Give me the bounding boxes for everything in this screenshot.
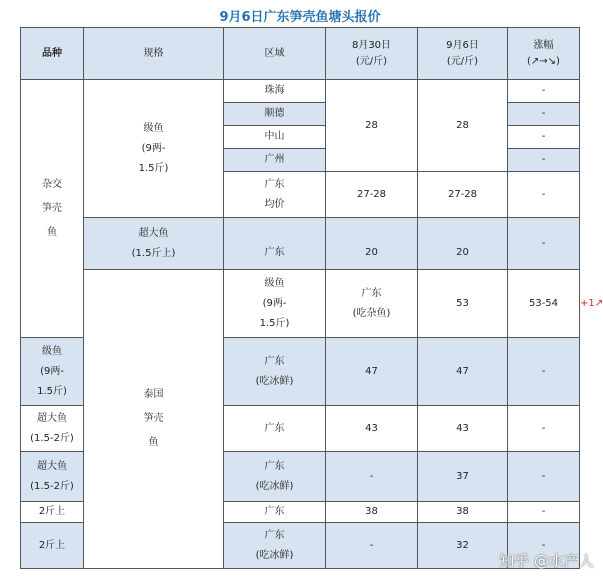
- price-aug30: 53: [418, 270, 508, 338]
- price-aug30: 43: [326, 406, 418, 452]
- region-line: 广东: [264, 355, 285, 367]
- spec-line: (9两-: [141, 142, 166, 154]
- header-spec: 规格: [84, 28, 224, 80]
- variety-hybrid-line: 杂交: [42, 178, 62, 190]
- region-line: (吃冰鲜): [255, 480, 294, 492]
- spec-cell: [224, 270, 326, 338]
- price-aug30: 28: [326, 80, 418, 172]
- region-line: 广东: [264, 529, 285, 541]
- price-table: [20, 27, 603, 569]
- variety-hybrid-line: 笋壳: [42, 202, 62, 214]
- spec-cell: [21, 406, 84, 452]
- change-cell: -: [508, 149, 580, 172]
- price-sep6: 47: [418, 338, 508, 406]
- header-change-sub: (↗→↘): [527, 55, 560, 67]
- price-aug30: 27-28: [326, 172, 418, 218]
- watermark: 知乎 @水产人: [499, 552, 594, 570]
- header-date1: [326, 28, 418, 80]
- spec-line: (1.5-2斤): [30, 480, 74, 492]
- spec-line: (9两-: [262, 297, 287, 309]
- variety-hybrid-line: 鱼: [47, 226, 57, 238]
- table-row: [21, 80, 580, 103]
- change-cell: -: [508, 502, 580, 523]
- table-row: 泰国 笋壳 鱼 级鱼 (9两- 1.5斤) 广东 (吃杂鱼) 53 53-54 +1↗: [21, 270, 580, 338]
- header-date1-unit: (元/斤): [355, 55, 388, 67]
- change-cell: -: [508, 103, 580, 126]
- change-cell: -: [508, 338, 580, 406]
- table-row: [21, 218, 580, 270]
- region-cell: 顺德: [224, 103, 326, 126]
- price-sep6: 20: [418, 218, 508, 270]
- variety-thai-line: 鱼: [148, 437, 159, 448]
- region-cell: 广东: [224, 406, 326, 452]
- variety-thai-line: 笋壳: [143, 413, 164, 424]
- price-sep6: 43: [418, 406, 508, 452]
- variety-thai-line: 泰国: [143, 389, 164, 400]
- header-change-label: 涨幅: [533, 39, 554, 51]
- spec-line: 1.5斤): [259, 317, 290, 329]
- price-aug30: -: [326, 523, 418, 569]
- spec-line: (1.5-2斤): [30, 432, 74, 444]
- spec-line: 级鱼: [42, 345, 62, 357]
- region-cell: 广州: [224, 149, 326, 172]
- spec-line: 级鱼: [264, 277, 285, 289]
- change-cell: -: [508, 406, 580, 452]
- price-aug30: -: [326, 452, 418, 502]
- change-cell: -: [508, 452, 580, 502]
- header-date2-label: 9月6日: [446, 39, 479, 51]
- spec-cell: 2斤上: [21, 502, 84, 523]
- price-sep6: 32: [418, 523, 508, 569]
- spec-line: 超大鱼: [138, 227, 169, 239]
- region-cell: 珠海: [224, 80, 326, 103]
- change-cell: -: [508, 126, 580, 149]
- page-title: 9月6日广东笋壳鱼塘头报价: [219, 10, 381, 25]
- spec-line: 超大鱼: [37, 460, 67, 472]
- change-cell: -: [508, 523, 580, 569]
- region-line: (吃杂鱼): [352, 307, 391, 319]
- variety-hybrid: [21, 80, 84, 338]
- header-change: [508, 28, 580, 80]
- price-sep6: 27-28: [418, 172, 508, 218]
- price-aug30: 38: [326, 502, 418, 523]
- spec-cell: [21, 452, 84, 502]
- region-cell: [326, 270, 418, 338]
- price-sep6: 28: [418, 80, 508, 172]
- spec-cell: [84, 218, 224, 270]
- spec-cell: [84, 80, 224, 218]
- region-line: 广东: [264, 178, 285, 190]
- spec-line: (9两-: [40, 365, 64, 377]
- price-aug30: 47: [326, 338, 418, 406]
- header-date2: [418, 28, 508, 80]
- region-line: 均价: [264, 198, 285, 210]
- header-region: 区域: [224, 28, 326, 80]
- change-cell: -: [508, 80, 580, 103]
- spec-line: 级鱼: [143, 122, 164, 134]
- header-variety: 品种: [21, 28, 84, 80]
- spec-line: 1.5斤): [37, 385, 67, 397]
- change-cell: -: [508, 218, 580, 270]
- region-cell: 广东: [224, 502, 326, 523]
- change-cell: -: [508, 172, 580, 218]
- region-cell: 中山: [224, 126, 326, 149]
- spec-line: 1.5斤): [138, 162, 169, 174]
- header-row: [21, 28, 580, 80]
- spec-cell: [21, 338, 84, 406]
- variety-thai: [84, 270, 224, 569]
- header-date2-unit: (元/斤): [446, 55, 479, 67]
- price-sep6: 38: [418, 502, 508, 523]
- price-aug30: 20: [326, 218, 418, 270]
- region-cell: [224, 172, 326, 218]
- region-cell: [224, 452, 326, 502]
- region-cell: [224, 338, 326, 406]
- spec-line: 超大鱼: [37, 412, 67, 424]
- region-cell: 广东: [224, 218, 326, 270]
- region-cell: [224, 523, 326, 569]
- price-sep6: 37: [418, 452, 508, 502]
- header-date1-label: 8月30日: [351, 39, 392, 51]
- region-line: 广东: [361, 287, 382, 299]
- region-line: (吃冰鲜): [255, 549, 294, 561]
- spec-cell: 2斤上: [21, 523, 84, 569]
- region-line: 广东: [264, 460, 285, 472]
- price-sep6: 53-54: [508, 270, 580, 338]
- region-line: (吃冰鲜): [255, 375, 294, 387]
- spec-line: (1.5斤上): [131, 247, 176, 259]
